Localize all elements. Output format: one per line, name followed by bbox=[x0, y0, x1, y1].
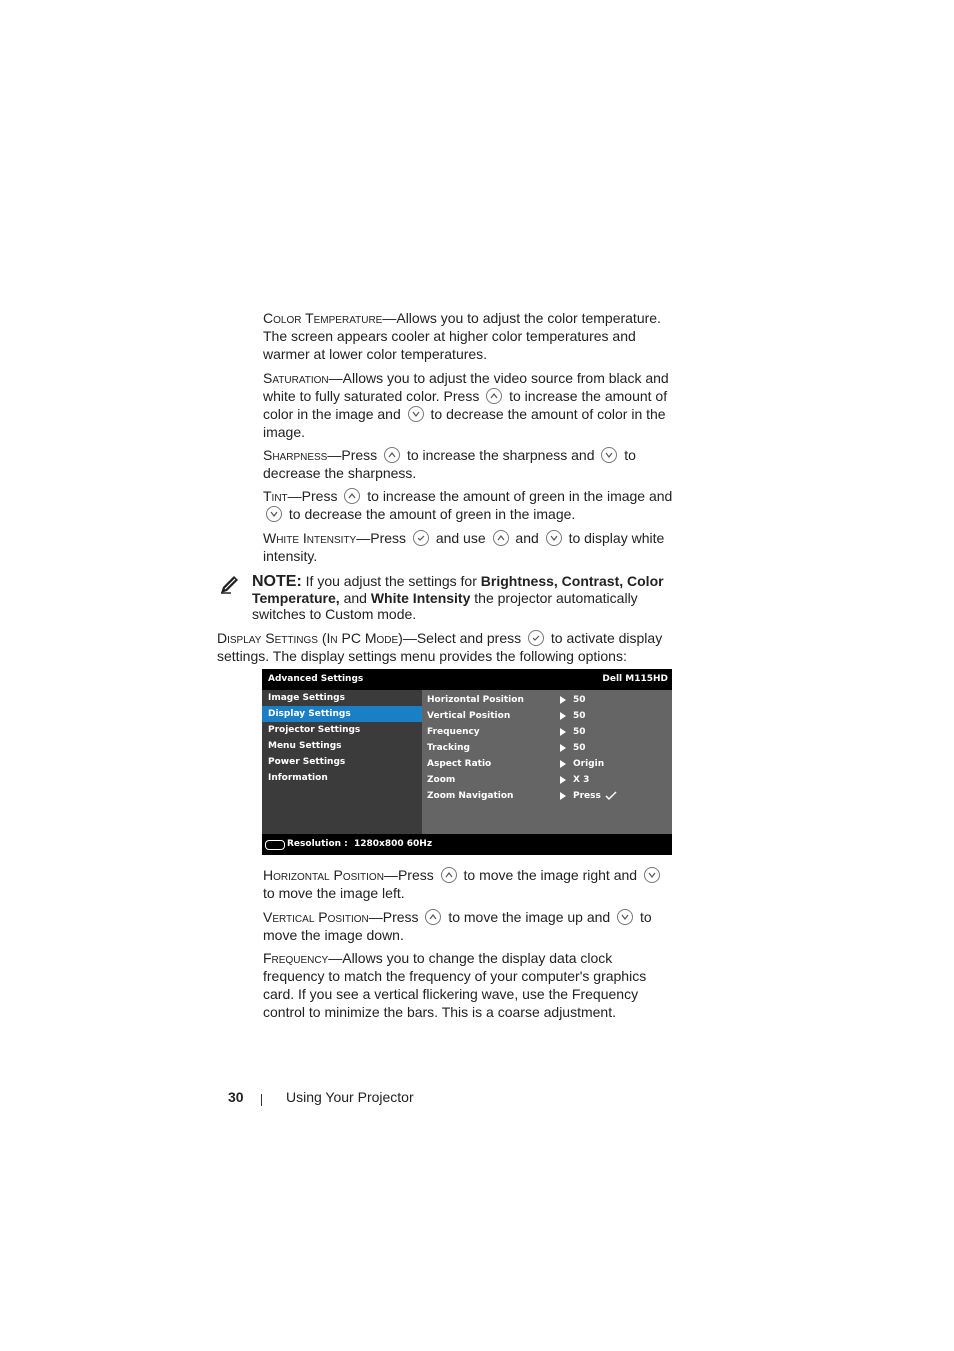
osd-row-label: Frequency bbox=[427, 727, 480, 737]
saturation-term: Saturation— bbox=[263, 370, 343, 386]
osd-menu-information[interactable]: Information bbox=[268, 773, 328, 783]
color-temperature-paragraph bbox=[263, 309, 673, 363]
up-arrow-icon bbox=[486, 388, 502, 404]
down-arrow-icon bbox=[266, 506, 282, 522]
osd-row-value: Origin bbox=[573, 759, 605, 769]
tint-text-2: to increase the amount of green in the image and bbox=[367, 488, 673, 504]
vertical-position-section bbox=[263, 908, 673, 944]
checkmark-icon bbox=[413, 530, 429, 546]
white-intensity-term: White Intensity— bbox=[263, 530, 371, 546]
triangle-right-icon bbox=[560, 744, 566, 752]
white-intensity-text-1: Press bbox=[370, 530, 407, 546]
osd-model: Dell M115HD bbox=[602, 674, 668, 684]
tint-section bbox=[263, 487, 673, 523]
osd-row-label: Horizontal Position bbox=[427, 695, 524, 705]
osd-menu-image-settings[interactable]: Image Settings bbox=[268, 693, 345, 703]
osd-row-value: X 3 bbox=[573, 775, 590, 785]
white-intensity-text-4: to display white intensity. bbox=[263, 530, 665, 564]
white-intensity-text-2: and use bbox=[435, 530, 486, 546]
down-arrow-icon bbox=[601, 447, 617, 463]
osd-row-value: Press bbox=[573, 791, 601, 801]
triangle-right-icon bbox=[560, 760, 566, 768]
osd-menu-list bbox=[262, 690, 422, 834]
note-bold-1: Brightness, Contrast, Color Temperature, bbox=[252, 573, 664, 606]
osd-row-horizontal-position[interactable] bbox=[422, 692, 672, 708]
osd-row-zoom-navigation[interactable] bbox=[422, 788, 672, 804]
sharpness-text-3: to decrease the sharpness. bbox=[263, 447, 636, 481]
down-arrow-icon bbox=[408, 406, 424, 422]
saturation-text-2: to increase the amount of color in the image and bbox=[263, 388, 668, 422]
color-temperature-section bbox=[263, 309, 673, 363]
triangle-right-icon bbox=[560, 728, 566, 736]
saturation-text-1: Allows you to adjust the video source from black and white to fully saturated color. Press bbox=[263, 370, 669, 404]
osd-title: Advanced Settings bbox=[268, 674, 364, 684]
triangle-right-icon bbox=[560, 792, 566, 800]
display-settings-term: Display Settings (In PC Mode)— bbox=[217, 630, 417, 646]
down-arrow-icon bbox=[546, 530, 562, 546]
osd-menu-projector-settings[interactable]: Projector Settings bbox=[268, 725, 361, 735]
osd-row-frequency[interactable] bbox=[422, 724, 672, 740]
horizontal-position-text-2: to move the image right and bbox=[463, 867, 638, 883]
vertical-position-term: Vertical Position— bbox=[263, 909, 383, 925]
display-settings-text-2: to activate display settings. The display settings menu provides the following options: bbox=[217, 630, 663, 664]
up-arrow-icon bbox=[493, 530, 509, 546]
osd-status-bar bbox=[262, 834, 672, 855]
osd-menu-display-settings[interactable]: Display Settings bbox=[262, 706, 422, 722]
note-text-2: and bbox=[343, 590, 367, 606]
frequency-paragraph bbox=[263, 949, 673, 1021]
white-intensity-paragraph bbox=[263, 529, 673, 565]
frequency-section bbox=[263, 949, 673, 1021]
sharpness-term: Sharpness— bbox=[263, 447, 342, 463]
note-text-3: the projector automatically switches to Custom mode. bbox=[252, 590, 638, 622]
resolution-label: Resolution : bbox=[287, 839, 348, 849]
note-block bbox=[252, 573, 692, 622]
frequency-term: Frequency— bbox=[263, 950, 343, 966]
display-settings-text-1: Select and press bbox=[416, 630, 522, 646]
vertical-position-paragraph bbox=[263, 908, 673, 944]
horizontal-position-text-3: to move the image left. bbox=[263, 885, 405, 901]
horizontal-position-paragraph bbox=[263, 866, 673, 902]
triangle-right-icon bbox=[560, 776, 566, 784]
osd-header bbox=[262, 669, 672, 690]
vertical-position-text-1: Press bbox=[382, 909, 419, 925]
note-bold-2: White Intensity bbox=[370, 590, 471, 606]
osd-row-value: 50 bbox=[573, 711, 586, 721]
up-arrow-icon bbox=[441, 867, 457, 883]
horizontal-position-text-1: Press bbox=[397, 867, 434, 883]
osd-row-vertical-position[interactable] bbox=[422, 708, 672, 724]
osd-row-zoom[interactable] bbox=[422, 772, 672, 788]
triangle-right-icon bbox=[560, 712, 566, 720]
footer-divider bbox=[261, 1094, 262, 1106]
vertical-position-text-2: to move the image up and bbox=[448, 909, 611, 925]
osd-row-label: Vertical Position bbox=[427, 711, 511, 721]
osd-row-value: 50 bbox=[573, 727, 586, 737]
osd-menu-power-settings[interactable]: Power Settings bbox=[268, 757, 346, 767]
osd-menu-screenshot bbox=[262, 669, 672, 855]
osd-row-aspect-ratio[interactable] bbox=[422, 756, 672, 772]
white-intensity-section bbox=[263, 529, 673, 565]
sharpness-section bbox=[263, 446, 673, 482]
osd-row-tracking[interactable] bbox=[422, 740, 672, 756]
osd-row-value: 50 bbox=[573, 743, 586, 753]
sharpness-text-2: to increase the sharpness and bbox=[406, 447, 595, 463]
tint-paragraph bbox=[263, 487, 673, 523]
osd-settings-panel bbox=[422, 690, 672, 834]
chapter-title: Using Your Projector bbox=[286, 1089, 414, 1105]
resolution-icon bbox=[265, 840, 285, 850]
horizontal-position-section bbox=[263, 866, 673, 902]
up-arrow-icon bbox=[384, 447, 400, 463]
osd-row-label: Tracking bbox=[427, 743, 470, 753]
up-arrow-icon bbox=[425, 909, 441, 925]
sharpness-text-1: Press bbox=[341, 447, 378, 463]
down-arrow-icon bbox=[617, 909, 633, 925]
down-arrow-icon bbox=[644, 867, 660, 883]
vertical-position-text-3: to move the image down. bbox=[263, 909, 652, 943]
osd-menu-menu-settings[interactable]: Menu Settings bbox=[268, 741, 342, 751]
color-temperature-term: Color Temperature— bbox=[263, 310, 397, 326]
saturation-paragraph bbox=[263, 369, 673, 441]
display-settings-section bbox=[217, 629, 717, 665]
triangle-right-icon bbox=[560, 696, 566, 704]
note-text-1: If you adjust the settings for bbox=[305, 573, 477, 589]
osd-row-value: 50 bbox=[573, 695, 586, 705]
white-intensity-text-3: and bbox=[515, 530, 539, 546]
saturation-section bbox=[263, 369, 673, 441]
tint-text-1: Press bbox=[301, 488, 338, 504]
up-arrow-icon bbox=[344, 488, 360, 504]
checkmark-icon bbox=[528, 630, 544, 646]
color-temperature-text: Allows you to adjust the color temperature. The screen appears cooler at higher color temperatures and warmer at lower color temperatures. bbox=[263, 310, 661, 362]
pencil-note-icon bbox=[219, 573, 241, 595]
saturation-text-3: to decrease the amount of color in the image. bbox=[263, 406, 666, 440]
osd-row-label: Aspect Ratio bbox=[427, 759, 492, 769]
tint-term: Tint— bbox=[263, 488, 302, 504]
sharpness-paragraph bbox=[263, 446, 673, 482]
horizontal-position-term: Horizontal Position— bbox=[263, 867, 398, 883]
page-number: 30 bbox=[228, 1089, 244, 1105]
note-label: NOTE: bbox=[252, 573, 302, 590]
frequency-text: Allows you to change the display data clock frequency to match the frequency of your computer's graphics card. If you see a vertical flickering wave, use the Frequency control to minimize the bars. This is a coarse adjustment. bbox=[263, 950, 647, 1020]
osd-row-label: Zoom bbox=[427, 775, 456, 785]
checkmark-icon bbox=[605, 791, 617, 801]
resolution-value: 1280x800 60Hz bbox=[354, 839, 433, 849]
tint-text-3: to decrease the amount of green in the image. bbox=[288, 506, 576, 522]
osd-row-label: Zoom Navigation bbox=[427, 791, 514, 801]
